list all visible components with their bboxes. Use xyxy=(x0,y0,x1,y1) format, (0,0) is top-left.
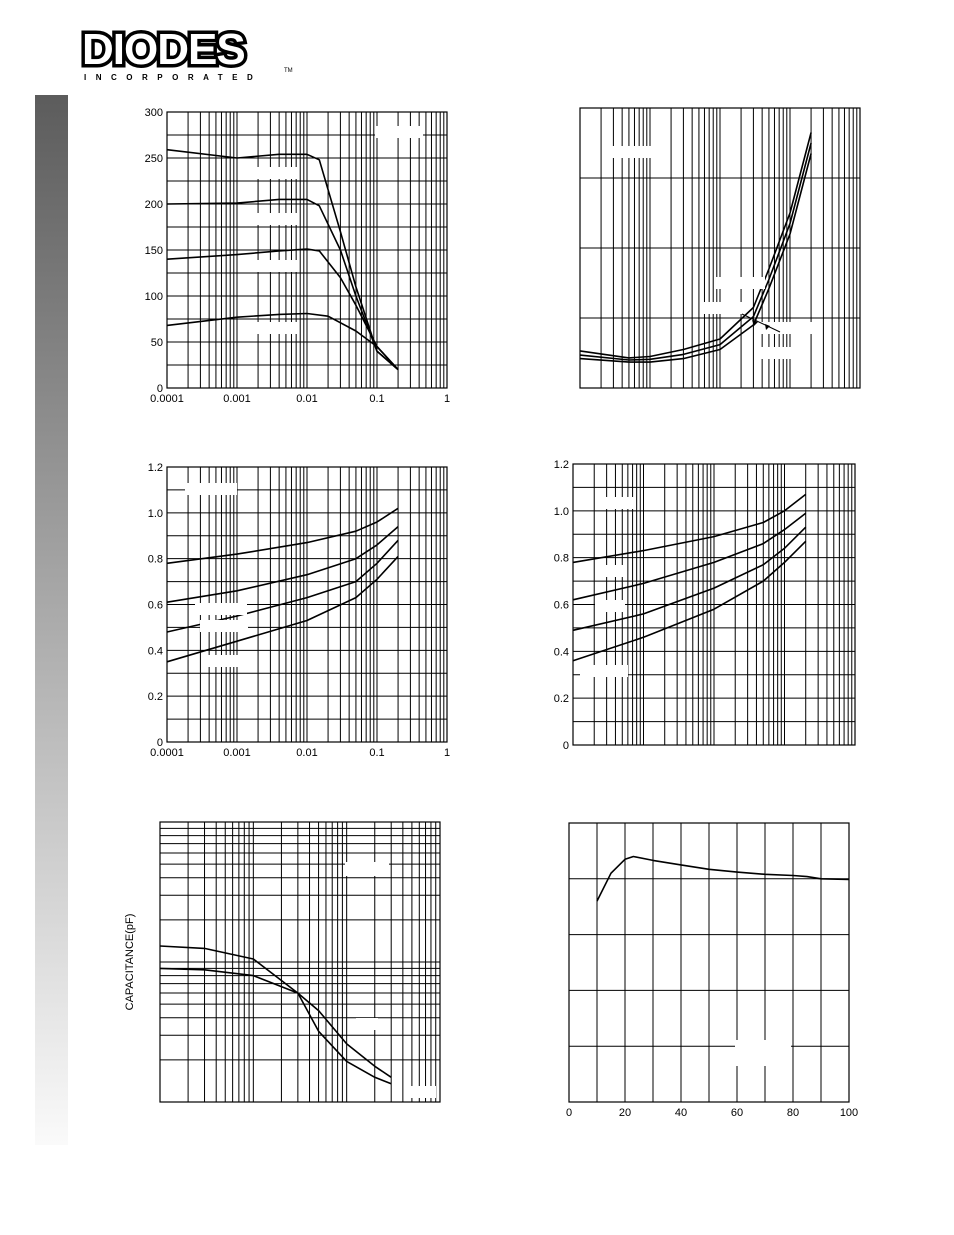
y-tick-label: 300 xyxy=(144,107,163,119)
masked-label xyxy=(735,1040,791,1066)
x-tick-label: 0.0001 xyxy=(150,747,184,759)
y-tick-label: 0.4 xyxy=(147,645,163,658)
x-tick-label: 0.1 xyxy=(369,393,385,405)
x-tick-label: 100 xyxy=(839,1107,859,1119)
y-tick-label: 1.2 xyxy=(147,462,163,474)
y-tick-label: 0.8 xyxy=(147,553,163,566)
x-tick-label: 0.0001 xyxy=(150,393,184,405)
x-tick-label: 0 xyxy=(565,1107,573,1119)
y-tick-label: 0.8 xyxy=(553,552,569,565)
x-tick-label: 1 xyxy=(443,747,451,759)
x-tick-label: 1 xyxy=(443,393,451,405)
y-tick-label: 0 xyxy=(156,737,163,749)
x-tick-label: 0.1 xyxy=(369,747,385,759)
logo-trademark: TM xyxy=(284,68,293,74)
y-tick-label: 0.2 xyxy=(147,691,163,704)
y-tick-label: 1.2 xyxy=(553,459,569,471)
logo-wordmark: DIODES xyxy=(82,25,245,74)
y-tick-label: 0.6 xyxy=(147,599,163,612)
x-tick-label: 60 xyxy=(730,1107,744,1119)
x-tick-label: 0.001 xyxy=(223,747,251,759)
y-tick-label: 150 xyxy=(144,245,163,257)
x-tick-label: 0.001 xyxy=(223,393,251,405)
y-tick-label: 200 xyxy=(144,199,163,211)
plot-grid xyxy=(569,823,849,1102)
y-tick-label: 0.6 xyxy=(553,599,569,612)
y-tick-label: 100 xyxy=(144,291,163,303)
y-tick-label: 0 xyxy=(156,383,163,395)
y-axis-label: CAPACITANCE(pF) xyxy=(124,913,136,1011)
y-tick-label: 0 xyxy=(562,740,569,752)
y-tick-label: 250 xyxy=(144,153,163,165)
x-tick-label: 0.01 xyxy=(296,393,318,405)
x-tick-label: 20 xyxy=(618,1107,632,1119)
x-tick-label: 0.01 xyxy=(296,747,318,759)
y-tick-label: 1.0 xyxy=(553,505,569,518)
y-tick-label: 1.0 xyxy=(147,507,163,520)
x-tick-label: 80 xyxy=(786,1107,800,1119)
y-tick-label: 0.2 xyxy=(553,693,569,706)
y-tick-label: 50 xyxy=(150,337,163,349)
y-tick-label: 0.4 xyxy=(553,646,569,659)
logo-tagline: INCORPORATED xyxy=(84,73,263,82)
x-tick-label: 40 xyxy=(674,1107,688,1119)
